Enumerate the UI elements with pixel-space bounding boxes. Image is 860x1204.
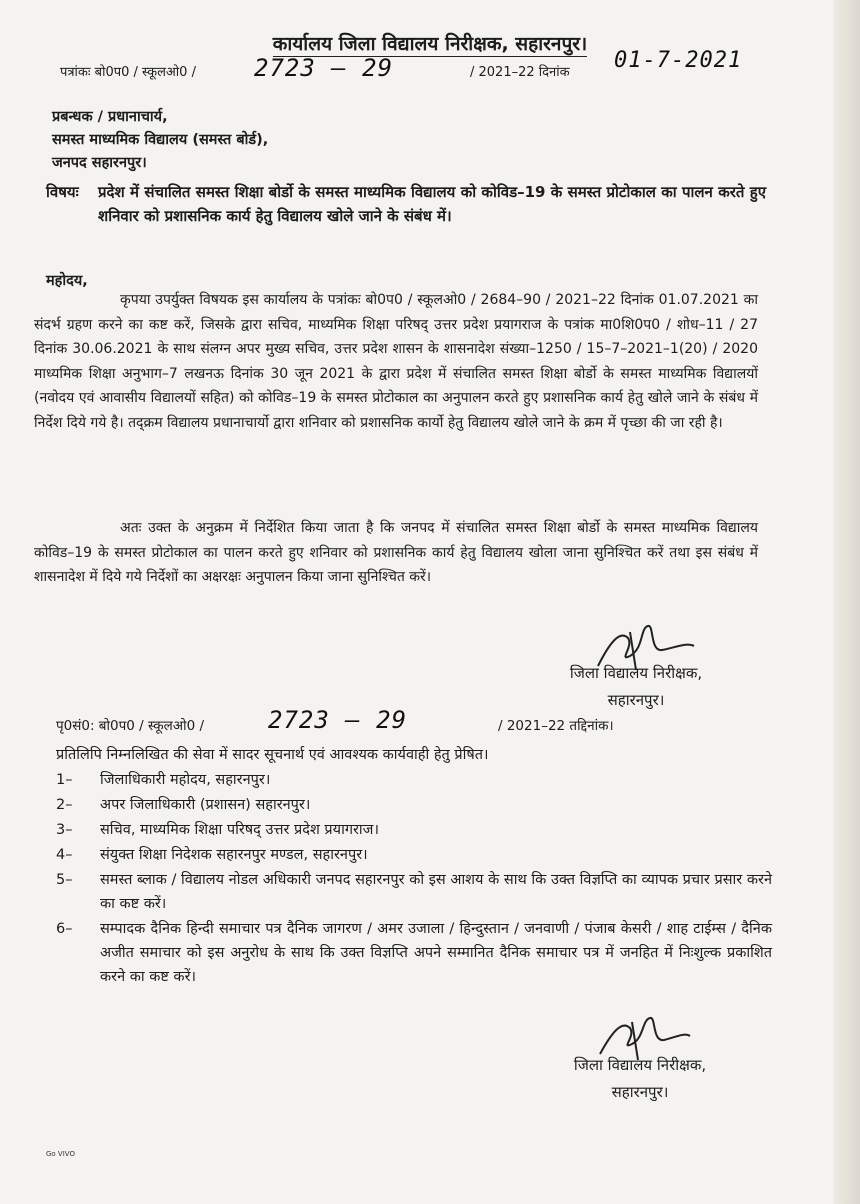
page-edge-shadow bbox=[834, 0, 860, 1204]
copy-to-item-number: 5– bbox=[56, 872, 73, 888]
endorsement-suffix: / 2021–22 तद्दिनांक। bbox=[498, 718, 614, 734]
ref-year: / 2021–22 दिनांक bbox=[470, 65, 570, 80]
copy-to-item bbox=[56, 868, 772, 916]
subject-label: विषयः bbox=[46, 183, 79, 201]
signature-block-1 bbox=[536, 660, 736, 714]
copy-to-item bbox=[56, 818, 772, 842]
copy-to-item-text: संयुक्त शिक्षा निदेशक सहारनपुर मण्डल, सहारनपुर। bbox=[100, 847, 368, 863]
letter-reference bbox=[60, 62, 196, 80]
body-paragraph-2: अतः उक्त के अनुक्रम में निर्देशित किया जाता है कि जनपद में संचालित समस्त शिक्षा बोर्डो के समस्त माध्यमिक विद्यालय कोविड–19 के समस्त प्रोटोकाल का पालन करते हुए शनिवार को प्रशासनिक कार्य हेतु विद्यालय खोला जाना सुनिश्चित करें तथा इस संबंध में शासनादेश में दिये गये निर्देशों का अक्षरक्षः अनुपालन किया जाना सुनिश्चित करें। bbox=[34, 520, 758, 586]
copy-to-intro: प्रतिलिपि निम्नलिखित की सेवा में सादर सूचनार्थ एवं आवश्यक कार्यवाही हेतु प्रेषित। bbox=[56, 747, 489, 763]
ref-prefix: पत्रांकः बो0प0 / स्कूलओ0 / bbox=[60, 65, 196, 80]
handwritten-endorsement-number: 2723 – 29 bbox=[268, 706, 408, 734]
copy-to-item-number: 2– bbox=[56, 797, 73, 813]
signature-block-2 bbox=[540, 1052, 740, 1106]
body-paragraph-1: कृपया उपर्युक्त विषयक इस कार्यालय के पत्रांकः बो0प0 / स्कूलओ0 / 2684–90 / 2021–22 दिनांक 01.07.2021 का संदर्भ ग्रहण करने का कष्ट करें, जिसके द्वारा सचिव, माध्यमिक शिक्षा परिषद् उत्तर प्रदेश प्रयागराज के पत्रांक मा0शि0प0 / शोध–11 / 27 दिनांक 30.06.2021 के साथ संलग्न अपर मुख्य सचिव, उत्तर प्रदेश शासन के शासनादेश संख्या–1250 / 15–7–2021–1(20) / 2020 माध्यमिक शिक्षा अनुभाग–7 लखनऊ दिनांक 30 जून 2021 के द्वारा प्रदेश में संचालित समस्त शिक्षा बोर्डो के समस्त माध्यमिक विद्यालयों (नवोदय एवं आवासीय विद्यालयों सहित) को कोविड–19 के समस्त प्रोटोकाल का अनुपालन करते हुए प्रशासनिक कार्य हेतु खोले जाने के संबंध में निर्देश दिये गये है। तद्क्रम विद्यालय प्रधानाचार्यो द्वारा शनिवार को प्रशासनिक कार्यो हेतु विद्यालय खोले जाने के क्रम में पृच्छा की जा रही है। bbox=[34, 292, 758, 431]
handwritten-ref-number: 2723 – 29 bbox=[254, 54, 394, 82]
copy-to-item-number: 3– bbox=[56, 822, 73, 838]
signatory-designation: जिला विद्यालय निरीक्षक, bbox=[573, 1056, 707, 1074]
copy-to-item bbox=[56, 793, 772, 817]
signatory-place: सहारनपुर। bbox=[611, 1083, 669, 1101]
addressee-line: समस्त माध्यमिक विद्यालय (समस्त बोर्ड), bbox=[52, 132, 269, 148]
copy-to-item bbox=[56, 843, 772, 867]
office-title: कार्यालय जिला विद्यालय निरीक्षक, सहारनपुर। bbox=[272, 33, 588, 55]
copy-to-item-text: सम्पादक दैनिक हिन्दी समाचार पत्र दैनिक जागरण / अमर उजाला / हिन्दुस्तान / जनवाणी / पंजाब केसरी / शाह टाईम्स / दैनिक अजीत समाचार को इस अनुरोध के साथ कि उक्त विज्ञप्ति अपने सम्मानित दैनिक समाचार पत्र में जनहित में निःशुल्क प्रकाशित करने का कष्ट करें। bbox=[100, 921, 772, 985]
subject-text: प्रदेश में संचालित समस्त शिक्षा बोर्डो के समस्त माध्यमिक विद्यालय को कोविड–19 के समस्त प्रोटोकाल का पालन करते हुए शनिवार को प्रशासनिक कार्य हेतु विद्यालय खोले जाने के संबंध में। bbox=[98, 183, 766, 225]
copy-to-item-number: 1– bbox=[56, 772, 73, 788]
addressee-line: जनपद सहारनपुर। bbox=[52, 155, 147, 171]
copy-to-item-text: जिलाधिकारी महोदय, सहारनपुर। bbox=[100, 772, 271, 788]
addressee-line: प्रबन्धक / प्रधानाचार्य, bbox=[52, 109, 168, 125]
subject-block bbox=[46, 180, 766, 228]
endorsement-prefix: पृ0सं0: बो0प0 / स्कूलओ0 / bbox=[56, 718, 205, 734]
copy-to-item-number: 4– bbox=[56, 847, 73, 863]
salutation: महोदय, bbox=[46, 273, 88, 289]
footer-watermark: Go VIVO bbox=[46, 1150, 75, 1158]
signatory-designation: जिला विद्यालय निरीक्षक, bbox=[569, 664, 703, 682]
copy-to-item bbox=[56, 768, 772, 792]
copy-to-item-text: समस्त ब्लाक / विद्यालय नोडल अधिकारी जनपद सहारनपुर को इस आशय के साथ कि उक्त विज्ञप्ति का व्यापक प्रचार प्रसार करने का कष्ट करें। bbox=[100, 872, 772, 912]
copy-to-item-number: 6– bbox=[56, 921, 73, 937]
copy-to-item-text: अपर जिलाधिकारी (प्रशासन) सहारनपुर। bbox=[100, 797, 311, 813]
signatory-place: सहारनपुर। bbox=[607, 691, 665, 709]
handwritten-date: 01-7-2021 bbox=[614, 48, 743, 73]
addressee-block bbox=[52, 106, 268, 175]
copy-to-list bbox=[56, 768, 772, 990]
copy-to-item-text: सचिव, माध्यमिक शिक्षा परिषद् उत्तर प्रदेश प्रयागराज। bbox=[100, 822, 379, 838]
copy-to-item bbox=[56, 917, 772, 989]
